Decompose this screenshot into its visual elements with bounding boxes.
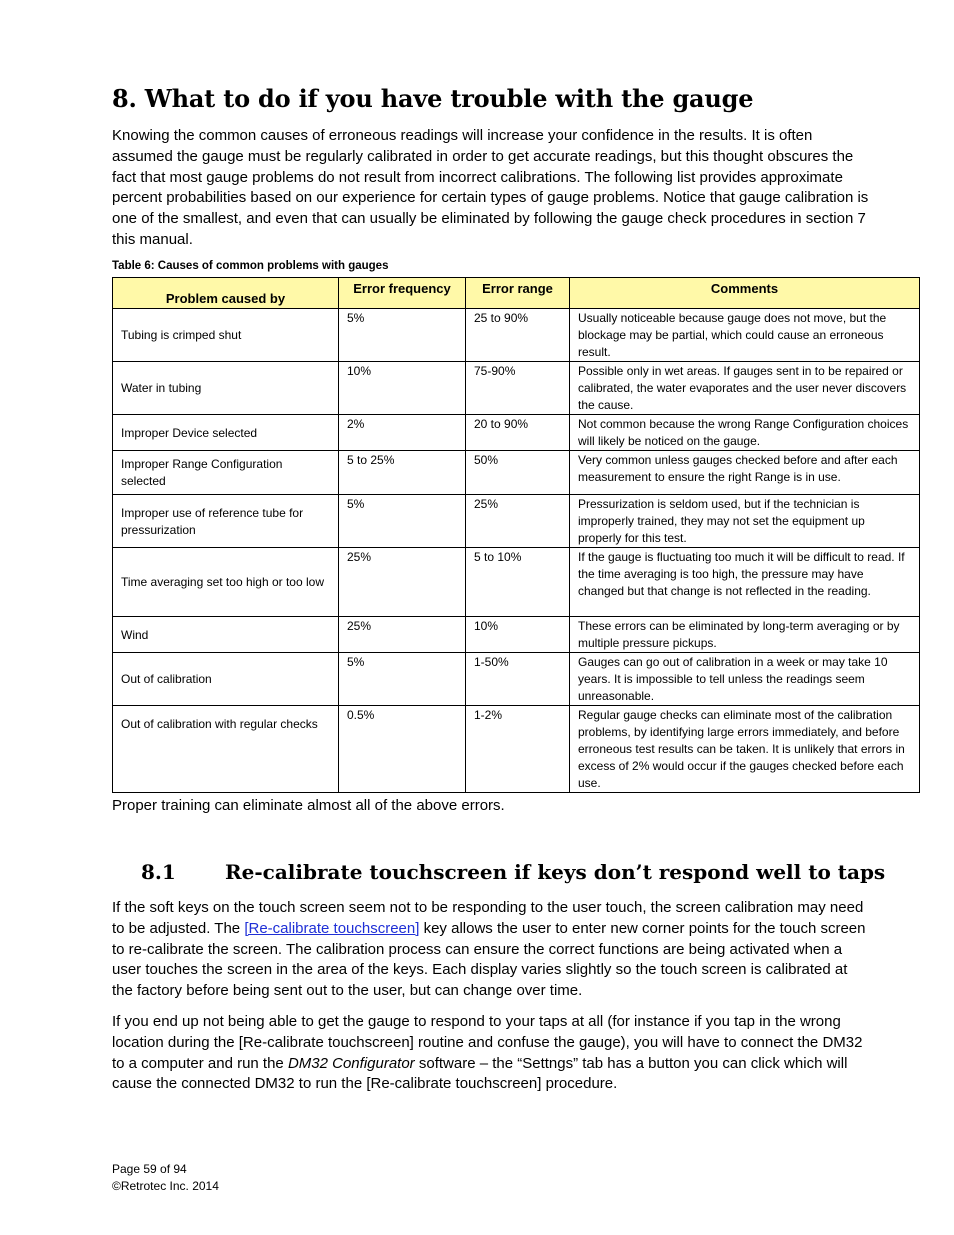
cell-frequency: 10%	[339, 362, 466, 415]
cell-range: 1-2%	[466, 706, 570, 793]
cell-problem: Out of calibration	[113, 653, 339, 706]
p1-text-after: key allows the user to enter new corner points for the touch screen to re-calibrate the screen. The calibration process can ensure the correct functions are being activated when a user touches the screen in the area of the keys. Each display varies slightly so the touch screen is calibrated at the factory before being sent out to the user, but can change over time.	[112, 919, 866, 1000]
p2-text-after: software – the “Settngs” tab has a button you can click which will cause the connected DM32 to run the [Re-calibrate touchscreen] procedure.	[112, 1054, 848, 1093]
intro-paragraph: Knowing the common causes of erroneous readings will increase your confidence in the results. It is often assumed the gauge must be regularly calibrated in order to get accurate readings, but this thought obscures the fact that most gauge problems do not result from incorrect calibrations. The following list provides approximate percent probabilities based on our experience for certain types of gauge problems. Notice that gauge calibration is one of the smallest, and even that can usually be eliminated by following the gauge check procedures in section 7 this manual.	[112, 127, 869, 248]
subsection-number: 8.1	[141, 860, 176, 884]
cell-frequency: 25%	[339, 548, 466, 617]
copyright: ©Retrotec Inc. 2014	[112, 1179, 219, 1193]
cell-frequency: 5%	[339, 495, 466, 548]
cell-frequency: 5 to 25%	[339, 451, 466, 495]
cell-range: 10%	[466, 617, 570, 653]
recalibrate-paragraph-1	[112, 898, 872, 1002]
cell-range: 75-90%	[466, 362, 570, 415]
table-row	[113, 415, 920, 451]
cell-range: 1-50%	[466, 653, 570, 706]
table-row	[113, 617, 920, 653]
cell-comment: Regular gauge checks can eliminate most of the calibration problems, by identifying large errors immediately, and before erroneous test results can be taken. It is unlikely that errors in excess of 2% would occur if the gauges checked before each use.	[570, 706, 920, 793]
cell-comment: Very common unless gauges checked before and after each measurement to ensure the right Range is in use.	[570, 451, 920, 495]
cell-range: 5 to 10%	[466, 548, 570, 617]
cell-frequency: 25%	[339, 617, 466, 653]
header-problem: Problem caused by	[113, 278, 339, 309]
section-heading: 8. What to do if you have trouble with the gauge	[112, 84, 754, 113]
cell-problem: Water in tubing	[113, 362, 339, 415]
causes-table	[112, 277, 920, 793]
subsection-title: Re-calibrate touchscreen if keys don’t respond well to taps	[225, 860, 886, 884]
header-range: Error range	[466, 278, 570, 309]
cell-comment: If the gauge is fluctuating too much it will be difficult to read. If the time averaging is too high, the pressure may have changed but that change is not reflected in the reading.	[570, 548, 920, 617]
cell-comment: These errors can be eliminated by long-term averaging or by multiple pressure pickups.	[570, 617, 920, 653]
table-caption: Table 6: Causes of common problems with gauges	[112, 260, 389, 272]
page-footer	[112, 1161, 219, 1195]
cell-range: 20 to 90%	[466, 415, 570, 451]
cell-frequency: 5%	[339, 653, 466, 706]
page-number: Page 59 of 94	[112, 1162, 187, 1176]
cell-problem: Wind	[113, 617, 339, 653]
table-row	[113, 653, 920, 706]
cell-comment: Possible only in wet areas. If gauges sent in to be repaired or calibrated, the water evaporates and the user never discovers the cause.	[570, 362, 920, 415]
cell-range: 50%	[466, 451, 570, 495]
cell-comment: Not common because the wrong Range Configuration choices will likely be noticed on the gauge.	[570, 415, 920, 451]
cell-frequency: 2%	[339, 415, 466, 451]
cell-problem: Tubing is crimped shut	[113, 309, 339, 362]
cell-problem: Out of calibration with regular checks	[113, 706, 339, 793]
header-frequency: Error frequency	[339, 278, 466, 309]
cell-problem: Improper Device selected	[113, 415, 339, 451]
cell-comment: Usually noticeable because gauge does not move, but the blockage may be partial, which could cause an erroneous result.	[570, 309, 920, 362]
after-table-text: Proper training can eliminate almost all of the above errors.	[112, 797, 505, 814]
cell-comment: Pressurization is seldom used, but if the technician is improperly trained, they may not set the equipment up properly for this test.	[570, 495, 920, 548]
table-header-row	[113, 278, 920, 309]
recalibrate-paragraph-2	[112, 1012, 872, 1095]
p1-text-before: If the soft keys on the touch screen seem not to be responding to the user touch, the screen calibration may need to be adjusted. The	[112, 899, 864, 937]
subsection-heading	[141, 860, 885, 884]
table-row	[113, 362, 920, 415]
table-row	[113, 309, 920, 362]
table-row	[113, 451, 920, 495]
cell-frequency: 0.5%	[339, 706, 466, 793]
cell-frequency: 5%	[339, 309, 466, 362]
table-row	[113, 706, 920, 793]
cell-range: 25%	[466, 495, 570, 548]
cell-comment: Gauges can go out of calibration in a week or may take 10 years. It is impossible to tell unless the readings seem unreasonable.	[570, 653, 920, 706]
recalibrate-touchscreen-link[interactable]: [Re-calibrate touchscreen]	[244, 919, 420, 937]
p2-text-before: If you end up not being able to get the gauge to respond to your taps at all (for instance if you tap in the wrong location during the [Re-calibrate touchscreen] routine and confuse the gauge), you will have to connect the DM32 to a computer and run the	[112, 1013, 863, 1072]
cell-problem: Improper use of reference tube for pressurization	[113, 495, 339, 548]
table-row	[113, 548, 920, 617]
table-row	[113, 495, 920, 548]
cell-problem: Improper Range Configuration selected	[113, 451, 339, 495]
cell-problem: Time averaging set too high or too low	[113, 548, 339, 617]
header-comments: Comments	[570, 278, 920, 309]
cell-range: 25 to 90%	[466, 309, 570, 362]
configurator-name: DM32 Configurator	[287, 1054, 415, 1072]
